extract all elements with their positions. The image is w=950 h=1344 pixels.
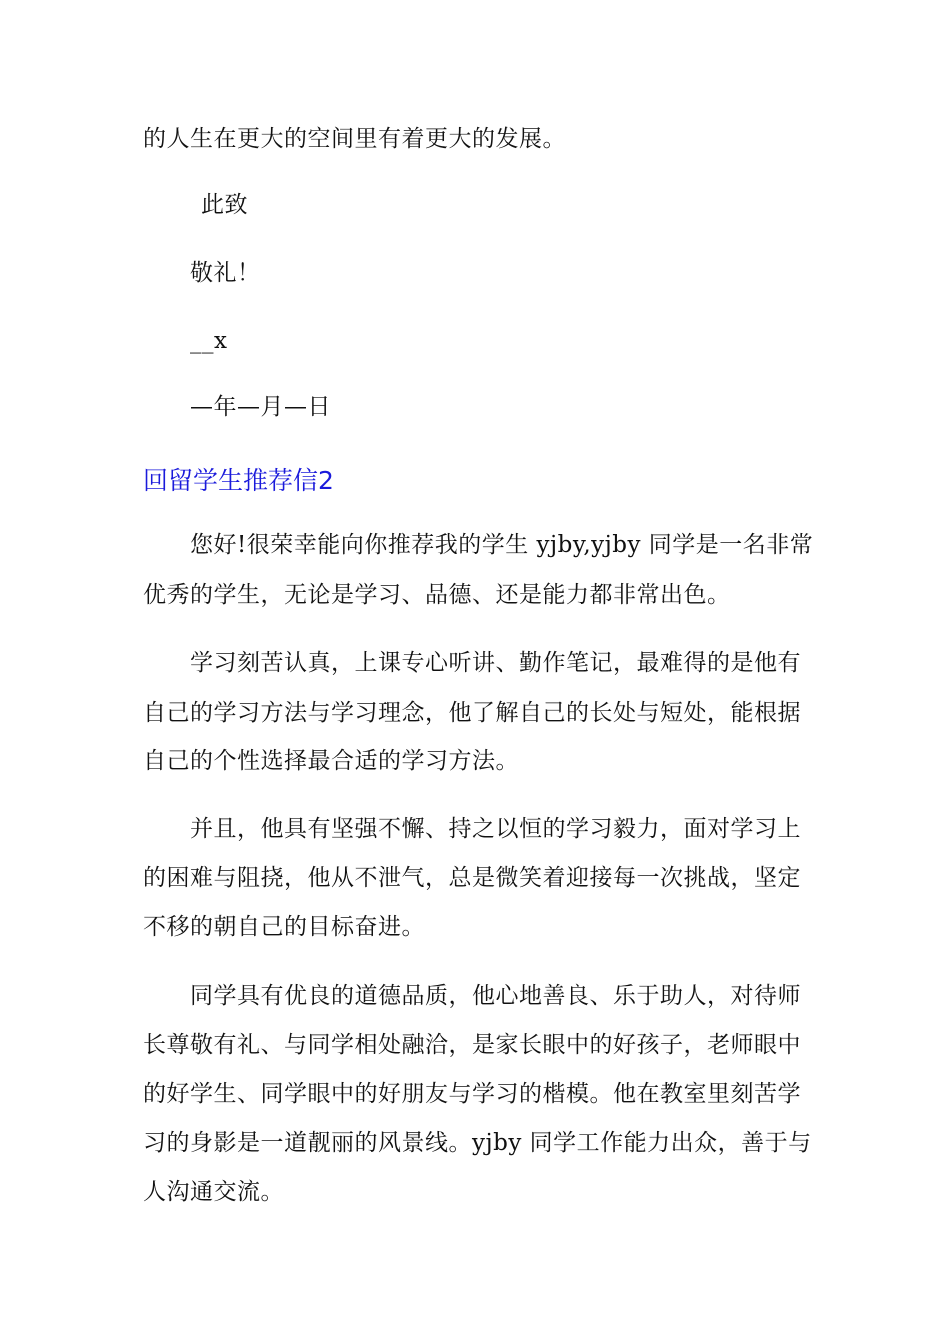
paragraph-2-line-1: 学习刻苦认真，上课专心听讲、勤作笔记，最难得的是他有 (190, 650, 801, 676)
paragraph-3-line-2: 的困难与阻挠，他从不泄气，总是微笑着迎接每一次挑战，坚定 (143, 865, 801, 891)
paragraph-4-line-3: 的好学生、同学眼中的好朋友与学习的楷模。他在教室里刻苦学 (143, 1081, 801, 1107)
salutation: 此致 (201, 192, 248, 218)
paragraph-2-line-2: 自己的学习方法与学习理念，他了解自己的长处与短处，能根据 (143, 700, 801, 726)
paragraph-2-line-3: 自己的个性选择最合适的学习方法。 (143, 748, 519, 774)
regards: 敬礼！ (190, 260, 261, 286)
paragraph-4-line-2: 长尊敬有礼、与同学相处融洽，是家长眼中的好孩子，老师眼中 (143, 1032, 801, 1058)
paragraph-4-line-5: 人沟通交流。 (143, 1179, 284, 1205)
section-heading: 回留学生推荐信2 (143, 466, 334, 495)
date-line: —年—月—日 (190, 394, 331, 420)
paragraph-3-line-3: 不移的朝自己的目标奋进。 (143, 914, 425, 940)
paragraph-4-line-1: 同学具有优良的道德品质，他心地善良、乐于助人，对待师 (190, 983, 801, 1009)
paragraph-4-line-4: 习的身影是一道靓丽的风景线。yjby 同学工作能力出众，善于与 (143, 1130, 812, 1156)
closing-text-line: 的人生在更大的空间里有着更大的发展。 (143, 126, 566, 152)
paragraph-1-line-2: 优秀的学生，无论是学习、品德、还是能力都非常出色。 (143, 582, 731, 608)
paragraph-3-line-1: 并且，他具有坚强不懈、持之以恒的学习毅力，面对学习上 (190, 816, 801, 842)
signature: __x (190, 328, 228, 354)
paragraph-1-line-1: 您好!很荣幸能向你推荐我的学生 yjby,yjby 同学是一名非常 (190, 532, 814, 558)
